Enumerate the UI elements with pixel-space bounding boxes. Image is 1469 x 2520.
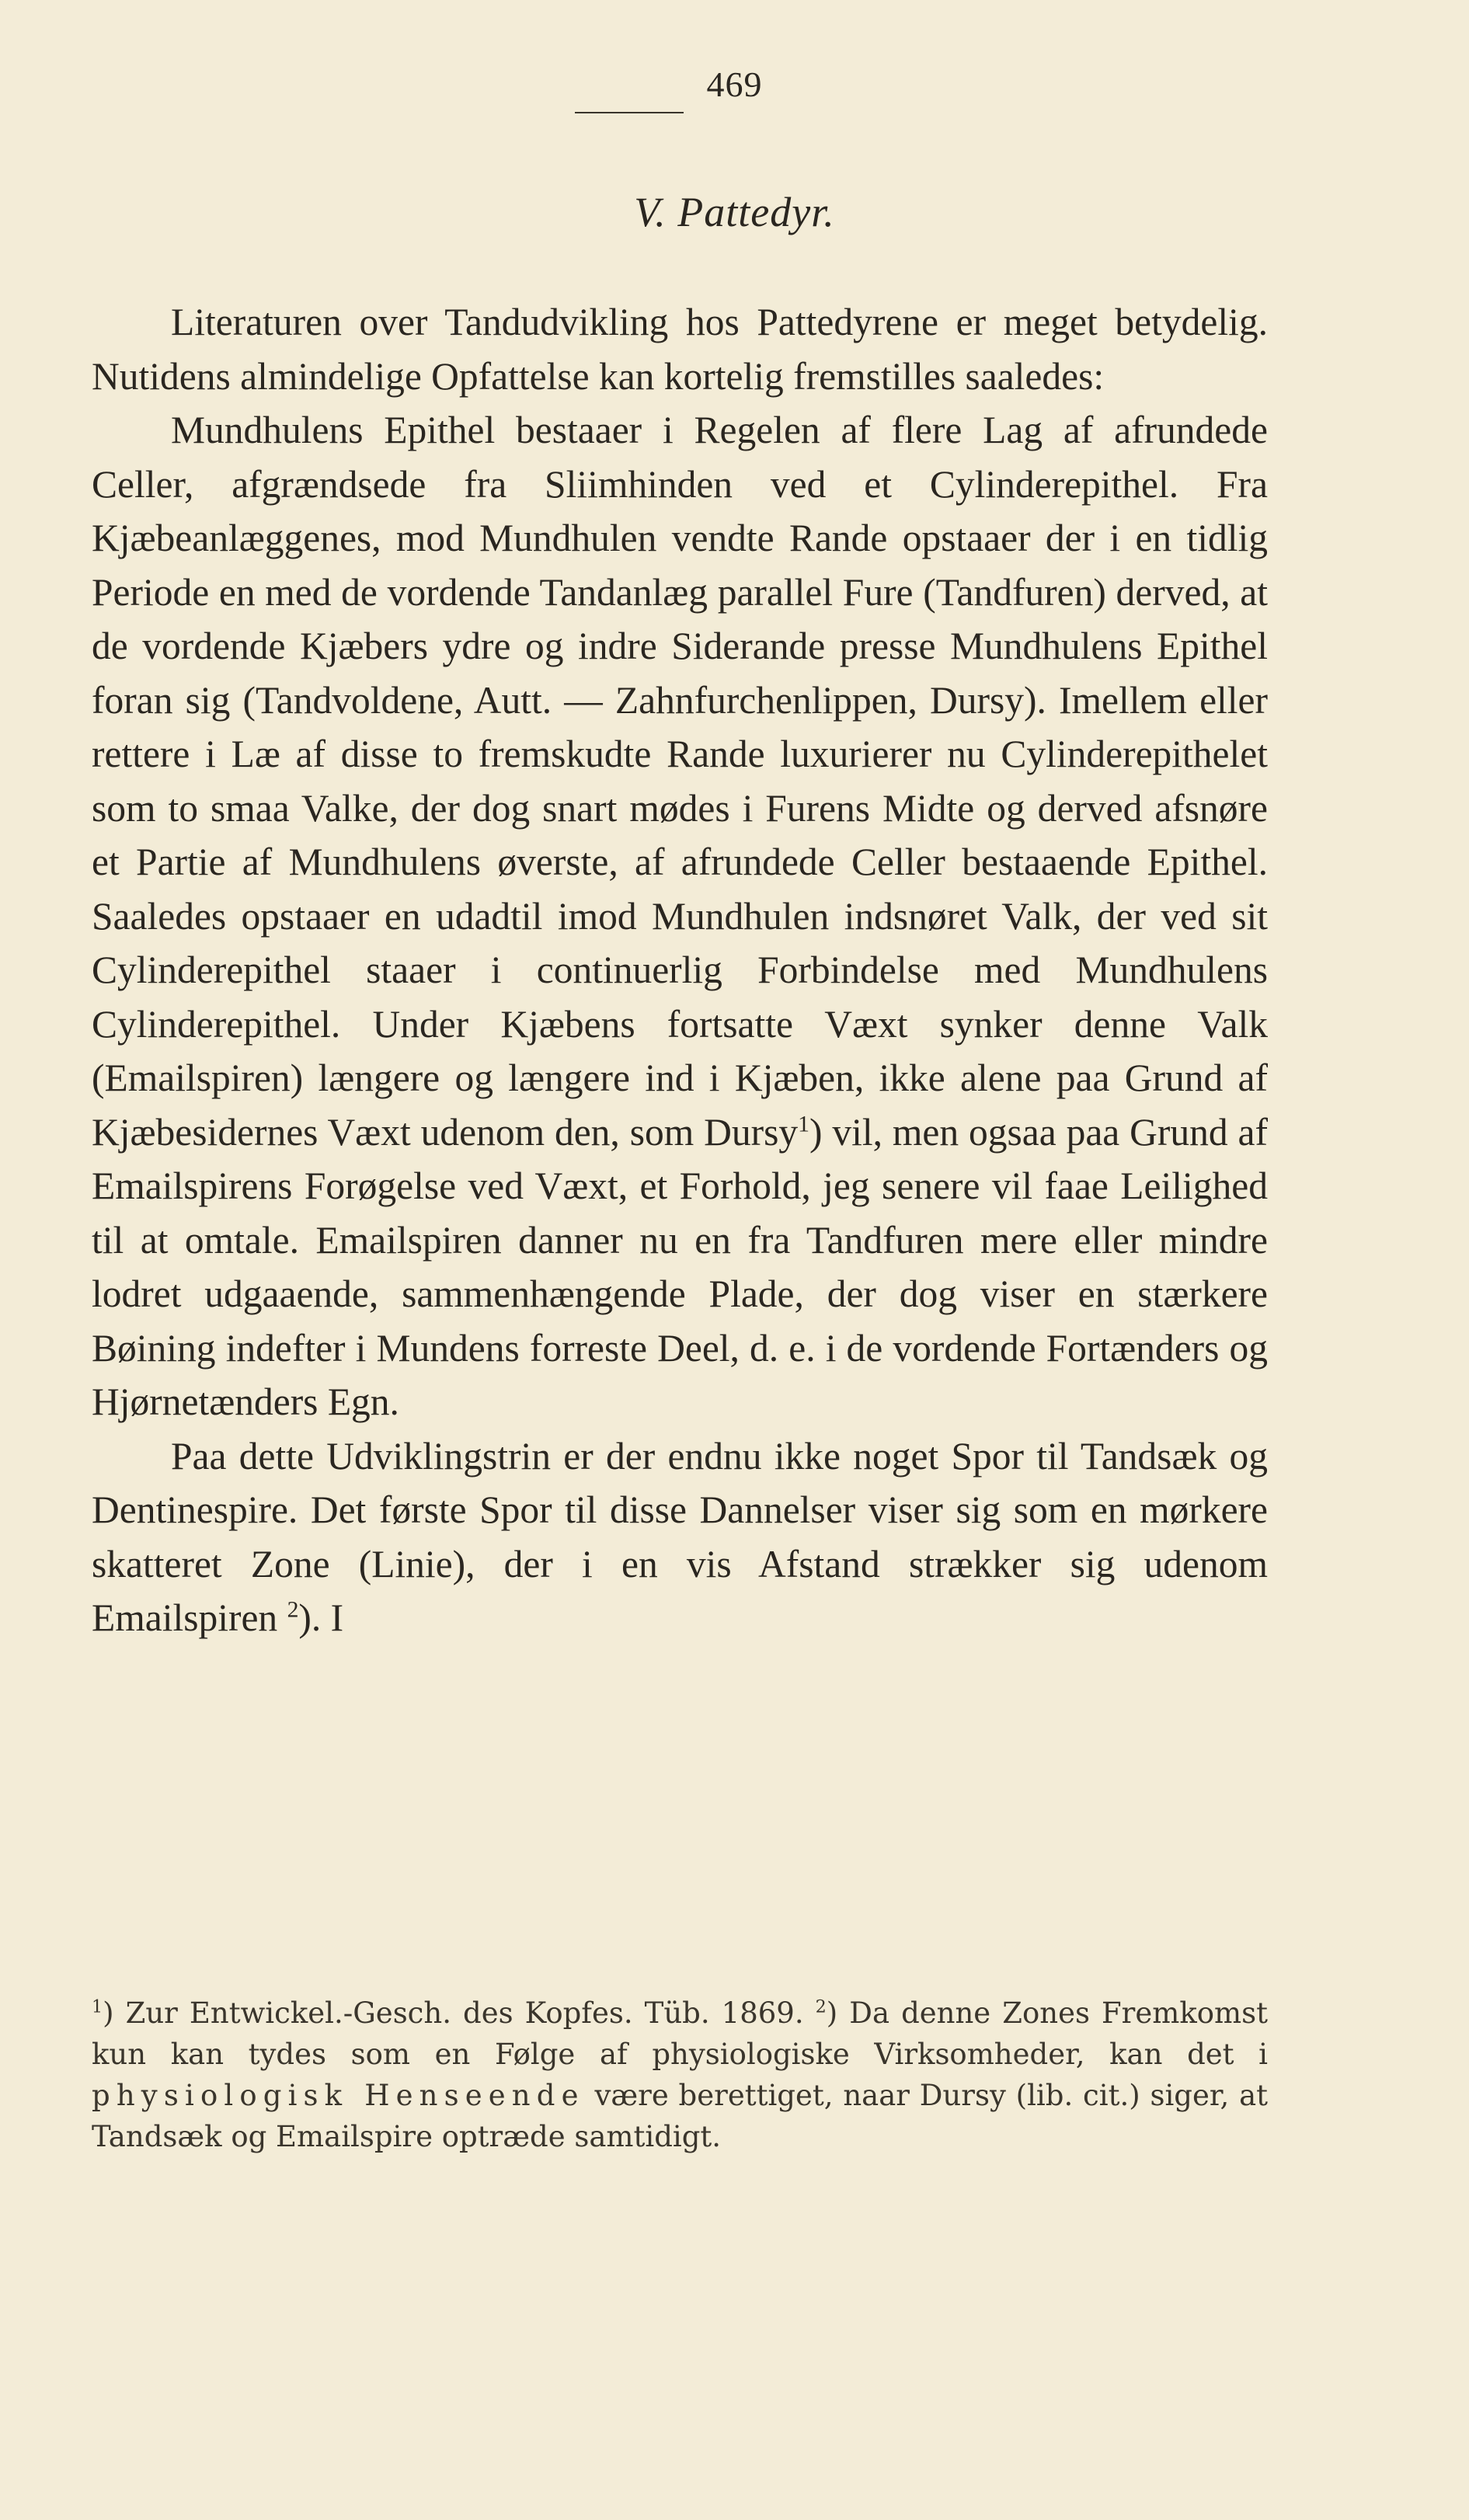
paragraph-2 <box>92 403 1268 1429</box>
page-number-rule <box>575 112 684 113</box>
footnote-ref-1: 1 <box>798 1112 809 1136</box>
footnotes <box>92 1993 1268 2157</box>
paragraph-3-text-b: ). I <box>298 1596 344 1639</box>
footnote-2-text-b: være berettiget, naar Dursy (lib. cit.) siger, at Tandsæk og Emailspire optræde samtidigt. <box>92 2079 1268 2153</box>
paragraph-2-text-b: ) vil, men ogsaa paa Grund af Emailspirens Forøgelse ved Væxt, et Forhold, jeg senere vil faae Leilighed til at omtale. Emailspiren danner nu en fra Tandfuren mere eller mindre lodret udgaaende, sammenhængende Plade, der dog viser en stærkere Bøining indefter i Mundens forreste Deel, d. e. i de vordende Fortænders og Hjørnetænders Egn. <box>92 1110 1268 1423</box>
paragraph-3 <box>92 1429 1268 1645</box>
footnote-ref-2: 2 <box>287 1597 299 1623</box>
paragraph-3-text-a: Paa dette Udviklingstrin er der endnu ikke noget Spor til Tandsæk og Dentinespire. Det første Spor til disse Dannelser viser sig som en mørkere skatteret Zone (Linie), der i en vis Afstand strækker sig udenom Emailspiren <box>92 1434 1268 1639</box>
section-heading: V. Pattedyr. <box>634 189 835 235</box>
footnote-2-spaced-text: physiologisk Henseende <box>92 2079 585 2112</box>
page-number: 469 <box>706 64 763 104</box>
body-text <box>92 295 1268 1645</box>
footnote-2-text-a: ) Da denne Zones Fremkomst kun kan tydes som en Følge af physiologiske Virksomheder, kan det i <box>92 1996 1268 2071</box>
footnote-2-marker: 2 <box>815 1996 827 2017</box>
footnote-1-marker: 1 <box>92 1996 103 2017</box>
paragraph-1: Literaturen over Tandudvikling hos Pattedyrene er meget betydelig. Nutidens almindelige Opfattelse kan kortelig fremstilles saaledes: <box>92 301 1268 398</box>
footnotes-text <box>92 1993 1268 2157</box>
paragraph-2-text-a: Mundhulens Epithel bestaaer i Regelen af flere Lag af afrundede Celler, afgrændsede fra Sliimhinden ved et Cylinderepithel. Fra Kjæbeanlæggenes, mod Mundhulen vendte Rande opstaaer der i en tidlig Periode en med de vordende Tandanlæg parallel Fure (Tandfuren) derved, at de vordende Kjæbers ydre og indre Siderande presse Mundhulens Epithel foran sig (Tandvoldene, Autt. — Zahnfurchenlippen, Dursy). Imellem eller rettere i Læ af disse to fremskudte Rande luxurierer nu Cylinderepithelet som to smaa Valke, der dog snart mødes i Furens Midte og derved afsnøre et Partie af Mundhulens øverste, af afrundede Celler bestaaende Epithel. Saaledes opstaaer en udadtil imod Mundhulen indsnøret Valk, der ved sit Cylinderepithel staaer i continuerlig Forbindelse med Mundhulens Cylinderepithel. Under Kjæbens fortsatte Væxt synker denne Valk (Emailspiren) længere og længere ind i Kjæben, ikke alene paa Grund af Kjæbesidernes Væxt udenom den, som Dursy <box>92 409 1268 1154</box>
footnote-1-text: ) Zur Entwickel.-Gesch. des Kopfes. Tüb. 1869. <box>103 1996 804 2030</box>
